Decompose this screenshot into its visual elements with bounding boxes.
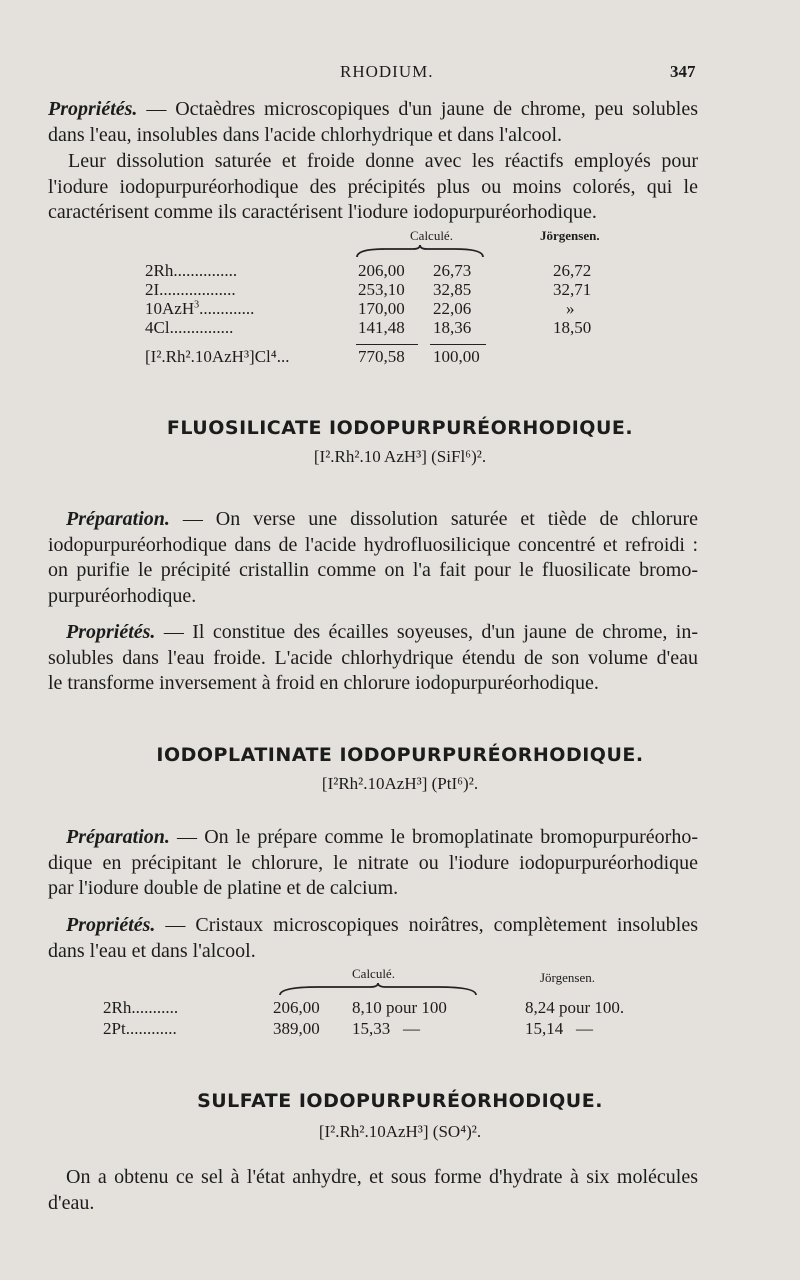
table-cell: 170,00 — [358, 299, 405, 318]
col-header-calcule: Calculé. — [352, 966, 395, 981]
table-cell: 32,71 — [553, 280, 592, 299]
table-cell: 15,33 — — [352, 1019, 420, 1038]
text-line — [48, 97, 698, 123]
table-cell: 18,36 — [433, 318, 472, 337]
section-formula: [I².Rh².10AzH³] (SO⁴)². — [318, 1122, 482, 1141]
text-line: On a obtenu ce sel à l'état anhydre, et sous forme d'hydrate à six molécules — [66, 1166, 698, 1188]
closing-paragraph — [48, 1165, 698, 1216]
text-line: caractérisent comme ils caractérisent l'iodure iodopurpuréorhodique. — [48, 201, 597, 223]
text-line: d'eau. — [48, 1191, 95, 1214]
table-cell: 22,06 — [433, 299, 472, 318]
text-span: — On verse une dissolution saturée et tiède de chlorure — [169, 508, 698, 530]
properties-paragraph — [48, 620, 698, 697]
properties-paragraph — [48, 913, 698, 964]
col-header-jorgensen: Jörgensen. — [540, 970, 596, 985]
intro-paragraph — [48, 97, 698, 148]
text-span: — On le prépare comme le bromoplatinate bromopurpuréorho- — [169, 826, 698, 848]
table-row-label: 10AzH$^3$............. — [145, 299, 255, 318]
table-cell: 206,00 — [358, 261, 405, 280]
text-line: on purifie le précipité cristallin comme on l'a fait pour le fluosilicate bromo- — [48, 559, 698, 581]
text-line: l'iodure iodopurpuréorhodique des précipités plus ou moins colorés, qui le — [48, 175, 698, 198]
table-total-label: [I².Rh².10AzH³]Cl⁴... — [145, 347, 290, 366]
preparation-paragraph — [48, 507, 698, 609]
text-line: Leur dissolution saturée et froide donne avec les réactifs employés pour — [68, 150, 698, 172]
page-number: 347 — [670, 62, 696, 81]
text-span: — Octaèdres microscopiques d'un jaune de chrome, peu solubles — [137, 98, 698, 120]
table-cell: 32,85 — [433, 280, 472, 299]
table-row-label: 4Cl............... — [145, 318, 234, 337]
text-span: — Cristaux microscopiques noirâtres, complètement insolubles — [155, 914, 698, 936]
col-header-jorgensen: Jörgensen. — [540, 228, 600, 243]
brace-icon — [278, 983, 478, 997]
text-line — [48, 913, 698, 939]
properties-lead: Propriétés. — [66, 914, 156, 936]
properties-lead: Propriétés. — [66, 621, 156, 643]
preparation-paragraph — [48, 825, 698, 902]
table-cell: 8,10 pour 100 — [352, 998, 447, 1017]
table-cell: 141,48 — [358, 318, 405, 337]
text-line: dans l'eau et dans l'alcool. — [48, 939, 256, 962]
table-cell: 206,00 — [273, 998, 320, 1017]
section-formula: [I²Rh².10AzH³] (PtI⁶)². — [321, 774, 479, 793]
table-cell: 253,10 — [358, 280, 405, 299]
text-line: le transforme inversement à froid en chlorure iodopurpuréorhodique. — [48, 672, 599, 694]
text-line: dans l'eau, insolubles dans l'acide chlorhydrique et dans l'alcool. — [48, 123, 563, 146]
intro-paragraph-2 — [48, 149, 698, 226]
table-cell: 100,00 — [433, 347, 480, 366]
section-title: FLUOSILICATE IODOPURPURÉORHODIQUE. — [166, 417, 634, 439]
sum-rule — [430, 344, 486, 345]
table-cell: 8,24 pour 100. — [525, 998, 625, 1017]
preparation-lead: Préparation. — [66, 826, 170, 848]
text-line: solubles dans l'eau froide. L'acide chlorhydrique étendu de son volume d'eau — [48, 646, 698, 669]
text-line: dique en précipitant le chlorure, le nitrate ou l'iodure iodopurpuréorhodique — [48, 851, 698, 874]
text-line — [48, 507, 698, 533]
table-cell: 770,58 — [358, 347, 405, 366]
table-row-label: 2Rh........... — [103, 998, 179, 1017]
table-row-label: 2Pt............ — [103, 1019, 177, 1038]
table-cell: » — [566, 299, 575, 318]
brace-icon — [355, 245, 485, 259]
col-header-calcule: Calculé. — [410, 228, 453, 243]
sum-rule — [356, 344, 418, 345]
text-line — [48, 620, 698, 646]
table-cell: 26,73 — [433, 261, 472, 280]
preparation-lead: Préparation. — [66, 508, 170, 530]
running-header: RHODIUM. — [340, 62, 434, 81]
text-line: purpuréorhodique. — [48, 584, 197, 607]
table-cell: 15,14 — — [525, 1019, 593, 1038]
section-title: SULFATE IODOPURPURÉORHODIQUE. — [197, 1090, 603, 1112]
table-cell: 18,50 — [553, 318, 592, 337]
text-line: par l'iodure double de platine et de calcium. — [48, 877, 399, 899]
table-row-label: 2Rh............... — [145, 261, 238, 280]
section-formula: [I².Rh².10 AzH³] (SiFl⁶)². — [313, 447, 487, 466]
text-span: — Il constitue des écailles soyeuses, d'un jaune de chrome, in- — [155, 621, 698, 643]
table-cell: 389,00 — [273, 1019, 320, 1038]
text-line — [48, 825, 698, 851]
properties-lead: Propriétés. — [48, 98, 138, 120]
table-row-label: 2I.................. — [145, 280, 236, 299]
text-line: iodopurpuréorhodique dans de l'acide hydrofluosilicique concentré et refroidi : — [48, 533, 698, 556]
table-cell: 26,72 — [553, 261, 592, 280]
section-title: IODOPLATINATE IODOPURPURÉORHODIQUE. — [156, 744, 644, 766]
